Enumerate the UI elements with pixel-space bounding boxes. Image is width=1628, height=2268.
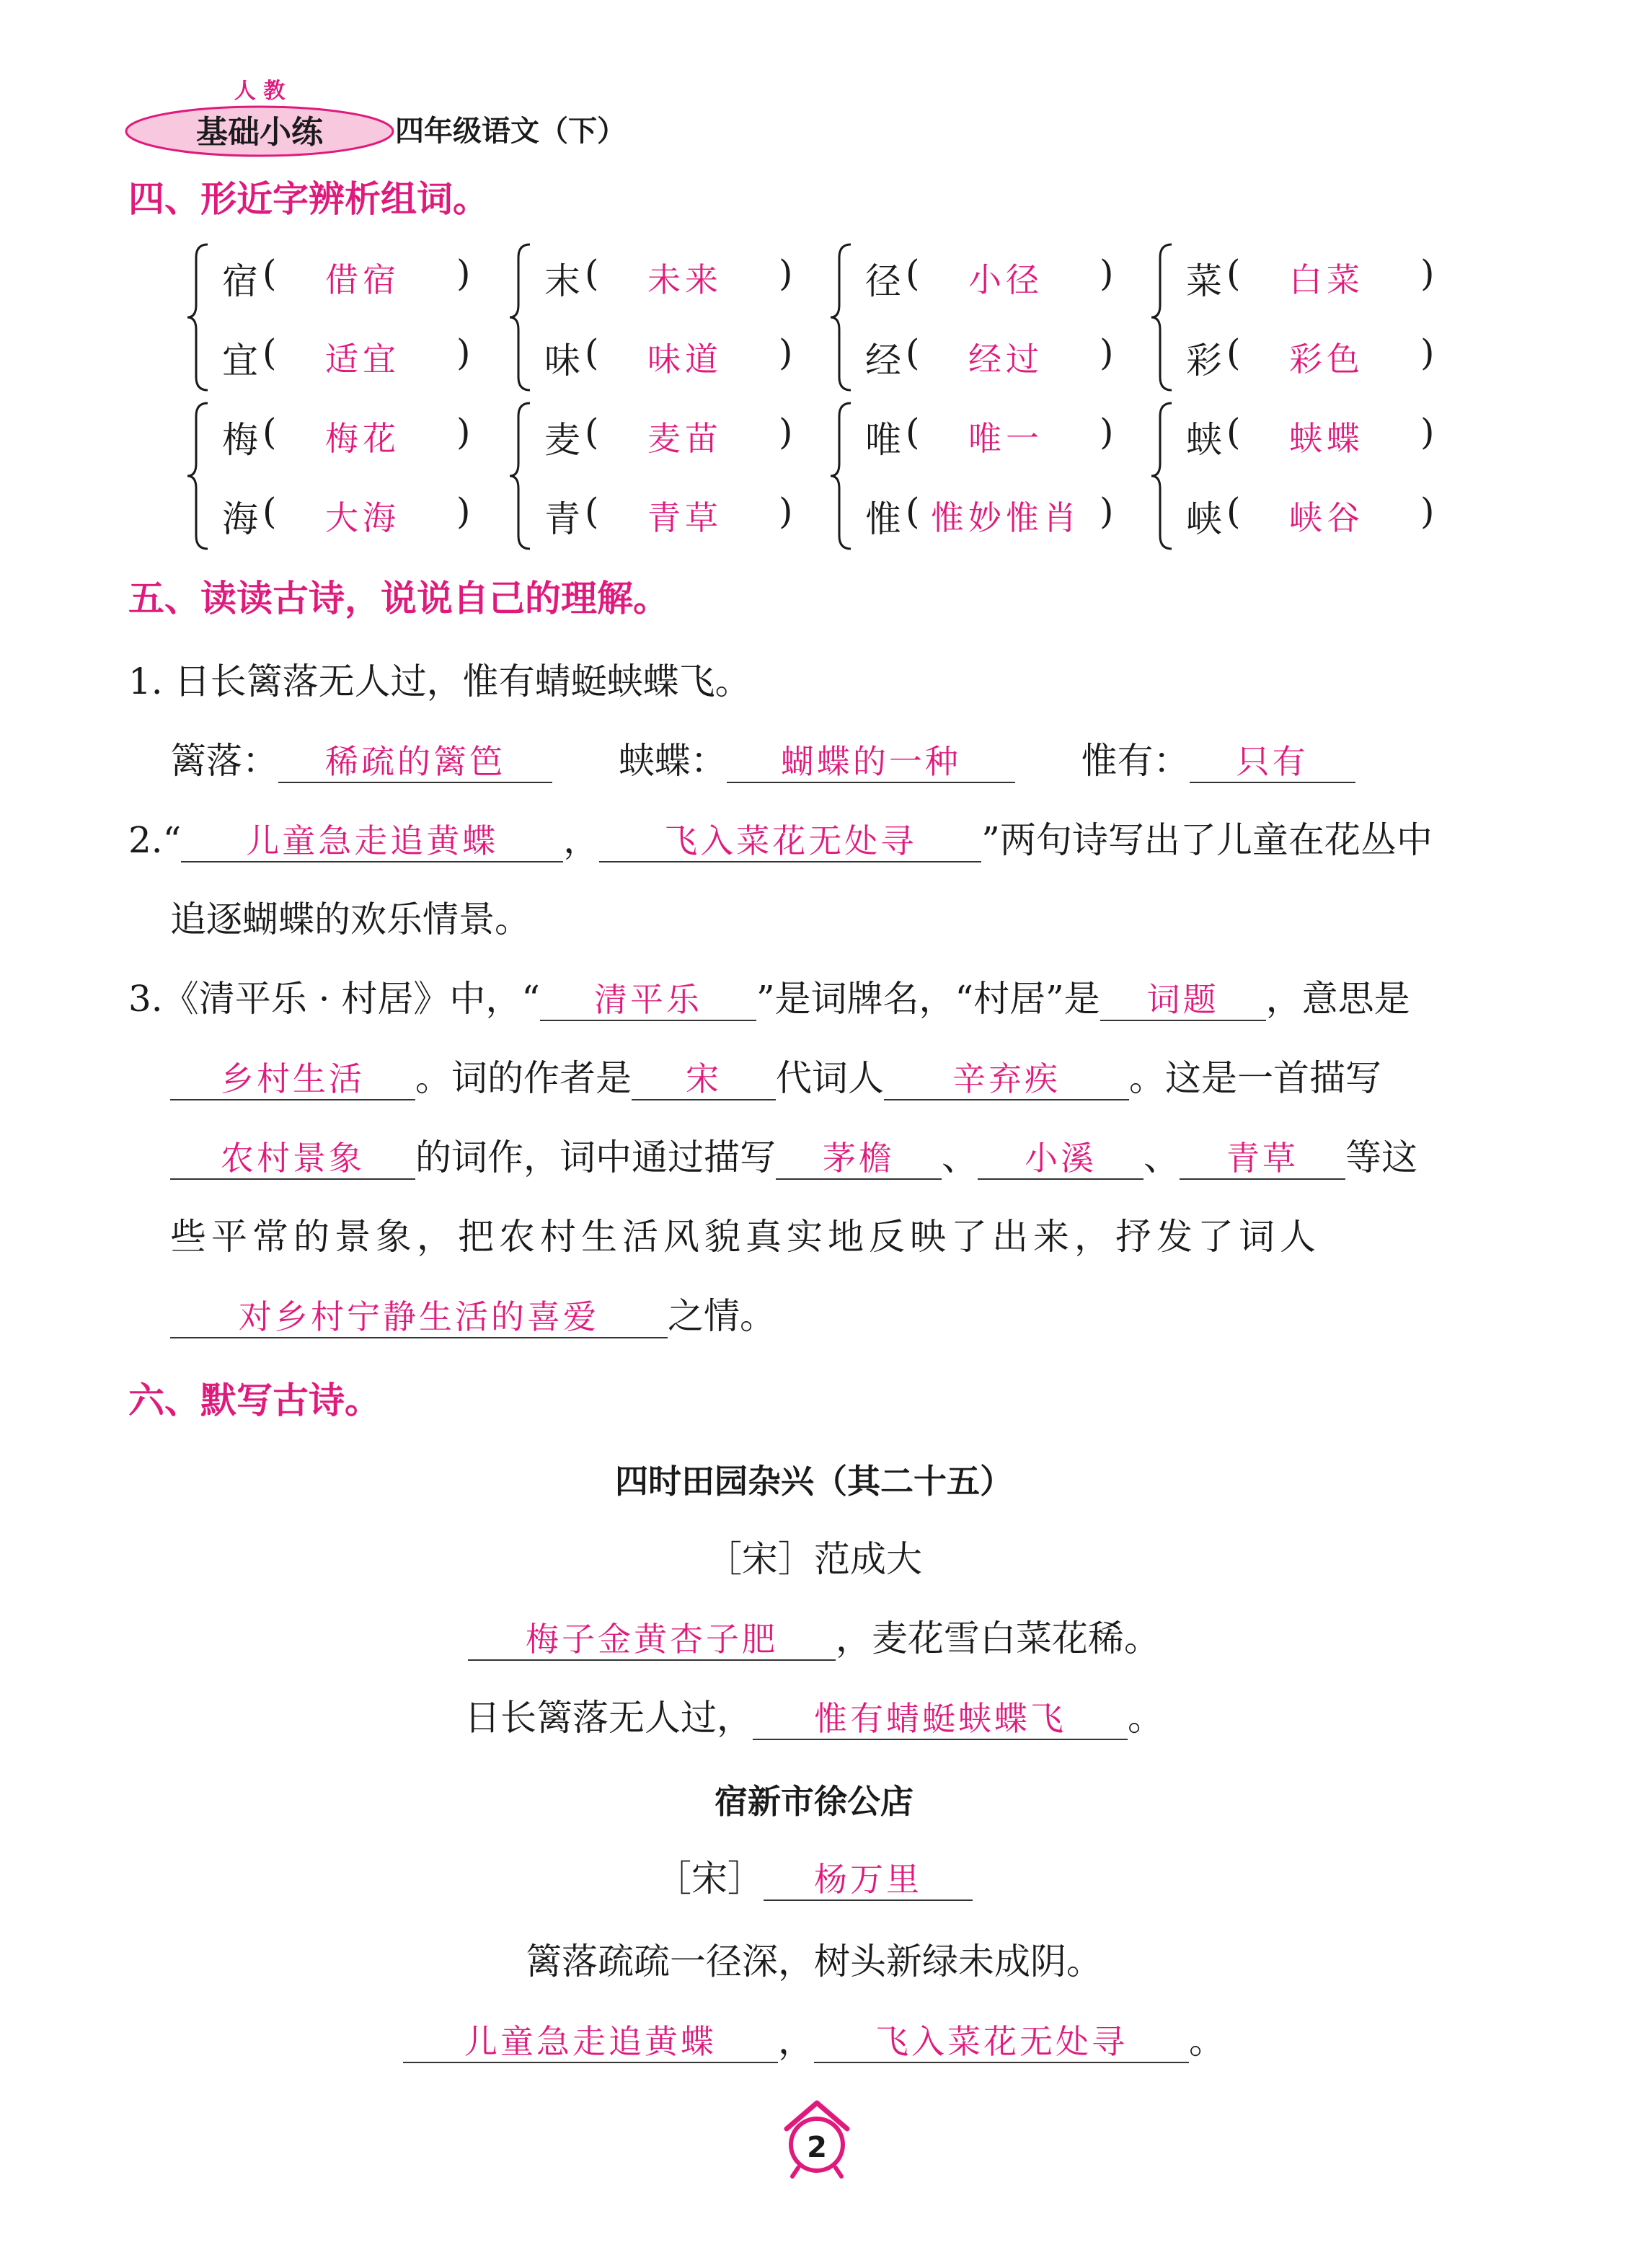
poem2-period: 。 xyxy=(1189,2020,1225,2062)
base-char: 惟 xyxy=(865,498,901,540)
brace-icon xyxy=(829,242,855,393)
poem1-title: 四时田园杂兴（其二十五） xyxy=(615,1462,1013,1501)
word-pair-row xyxy=(222,317,510,397)
q3-text-4: 。词的作者是 xyxy=(415,1057,632,1099)
base-char: 宜 xyxy=(222,340,258,381)
close-paren: ) xyxy=(1420,490,1435,532)
poem2-comma: ， xyxy=(778,2020,814,2062)
open-paren: ( xyxy=(1226,332,1241,374)
word-pair-row xyxy=(1186,397,1474,476)
q3-text-3: ，意思是 xyxy=(1265,978,1410,1020)
poem1-line1-rest: ，麦花雪白菜花稀。 xyxy=(836,1618,1160,1659)
open-paren: ( xyxy=(262,252,277,294)
open-paren: ( xyxy=(906,252,920,294)
q3-answer-citi: 词题 xyxy=(1100,980,1266,1021)
close-paren: ) xyxy=(1420,252,1435,294)
brace-icon xyxy=(829,400,855,552)
brace-icon xyxy=(186,242,212,393)
q1-label-weiyou: 惟有： xyxy=(1081,740,1190,782)
open-paren: ( xyxy=(585,332,599,374)
q2-line1 xyxy=(128,811,1433,863)
word-pair-row xyxy=(1186,317,1474,397)
open-paren: ( xyxy=(906,332,920,374)
q3-text-1: 3.《清平乐 · 村居》中，“ xyxy=(128,978,540,1020)
base-char: 唯 xyxy=(865,419,901,461)
word-pair xyxy=(186,397,503,555)
q3-answer-meaning: 乡村生活 xyxy=(170,1059,415,1100)
q2-comma: ， xyxy=(563,819,600,861)
close-paren: ) xyxy=(456,490,471,532)
word-answer: 青草 xyxy=(647,498,722,537)
close-paren: ) xyxy=(1100,252,1114,294)
word-pair-row xyxy=(544,238,833,317)
word-pair-row xyxy=(544,317,833,397)
open-paren: ( xyxy=(585,490,599,532)
q3-text-9: 、 xyxy=(1143,1137,1180,1178)
open-paren: ( xyxy=(585,252,599,294)
base-char: 梅 xyxy=(222,419,258,461)
q2-text: 2.“ xyxy=(128,819,182,861)
word-pair-row xyxy=(222,238,510,317)
word-pair xyxy=(508,238,826,397)
base-char: 彩 xyxy=(1186,340,1222,381)
base-char: 宿 xyxy=(222,260,258,302)
q1-poem-line: 1. 日长篱落无人过，惟有蜻蜓蛱蝶飞。 xyxy=(128,661,751,702)
brace-icon xyxy=(1150,400,1176,552)
brace-icon xyxy=(508,400,534,552)
q3-answer-scene-3: 青草 xyxy=(1180,1139,1345,1180)
base-char: 菜 xyxy=(1186,260,1222,302)
word-answer: 味道 xyxy=(647,340,722,379)
logo-publisher: 人 教 xyxy=(234,79,286,104)
word-pair-row xyxy=(865,238,1154,317)
open-paren: ( xyxy=(262,332,277,374)
open-paren: ( xyxy=(262,411,277,453)
open-paren: ( xyxy=(1226,490,1241,532)
word-pair-row xyxy=(222,476,510,555)
q3-line1 xyxy=(128,970,1410,1022)
word-answer: 白菜 xyxy=(1289,260,1364,299)
word-answer: 麦苗 xyxy=(647,419,722,458)
brace-icon xyxy=(1150,242,1176,393)
grade-subject-title: 四年级语文（下） xyxy=(395,115,626,148)
poem2-line1: 篱落疏疏一径深，树头新绿未成阴。 xyxy=(526,1941,1102,1982)
close-paren: ) xyxy=(779,411,793,453)
word-pair-row xyxy=(865,397,1154,476)
open-paren: ( xyxy=(1226,411,1241,453)
open-paren: ( xyxy=(906,490,920,532)
poem1-answer-1: 梅子金黄杏子肥 xyxy=(468,1620,836,1661)
word-pair-row xyxy=(544,476,833,555)
q3-answer-scene-1: 茅檐 xyxy=(776,1139,942,1180)
q1-label-liluo: 篱落： xyxy=(170,740,278,782)
q3-text-6: 。这是一首描写 xyxy=(1129,1057,1381,1099)
page-number: 2 xyxy=(807,2131,827,2164)
q3-line2 xyxy=(170,1049,1381,1101)
word-pair xyxy=(508,397,826,555)
word-answer: 唯一 xyxy=(968,419,1043,458)
poem1-line2-start: 日长篱落无人过， xyxy=(464,1697,753,1739)
poem1-answer-2: 惟有蜻蜓蛱蝶飞 xyxy=(753,1699,1128,1740)
logo-series-name: 基础小练 xyxy=(196,114,323,151)
word-pair-row xyxy=(544,397,833,476)
word-answer: 梅花 xyxy=(325,419,400,458)
base-char: 经 xyxy=(865,340,901,381)
word-pair-row xyxy=(865,476,1154,555)
q3-text-10: 等这 xyxy=(1345,1137,1417,1178)
word-answer: 彩色 xyxy=(1289,340,1364,379)
open-paren: ( xyxy=(1226,252,1241,294)
q3-text-7: 的词作，词中通过描写 xyxy=(415,1137,776,1178)
q3-answer-scene-2: 小溪 xyxy=(978,1139,1143,1180)
q1-answers xyxy=(170,732,1355,784)
q2-answer-2: 飞入菜花无处寻 xyxy=(599,821,981,862)
close-paren: ) xyxy=(1100,332,1114,374)
q1-answer-liluo: 稀疏的篱笆 xyxy=(278,742,552,783)
q3-text-8: 、 xyxy=(942,1137,978,1178)
close-paren: ) xyxy=(456,252,471,294)
word-answer: 小径 xyxy=(968,260,1043,299)
q3-text-5: 代词人 xyxy=(776,1057,884,1099)
close-paren: ) xyxy=(779,332,793,374)
q3-text-12: 之情。 xyxy=(668,1295,776,1337)
poem2-dynasty: ［宋］ xyxy=(655,1858,764,1899)
word-answer: 峡谷 xyxy=(1289,498,1364,537)
poem2-answer-2: 飞入菜花无处寻 xyxy=(814,2022,1189,2063)
word-answer: 借宿 xyxy=(325,260,400,299)
section5-title: 五、读读古诗，说说自己的理解。 xyxy=(128,578,669,619)
q3-answer-cipai: 清平乐 xyxy=(540,980,756,1021)
poem1-line2-end: 。 xyxy=(1128,1697,1164,1739)
open-paren: ( xyxy=(262,490,277,532)
base-char: 末 xyxy=(544,260,580,302)
word-answer: 大海 xyxy=(325,498,400,537)
word-answer: 蛱蝶 xyxy=(1289,419,1364,458)
word-pair xyxy=(186,238,503,397)
close-paren: ) xyxy=(779,490,793,532)
word-pair-row xyxy=(1186,238,1474,317)
section4-title: 四、形近字辨析组词。 xyxy=(128,178,489,220)
word-answer: 适宜 xyxy=(325,340,400,379)
base-char: 味 xyxy=(544,340,580,381)
q1-answer-jiadie: 蝴蝶的一种 xyxy=(727,742,1015,783)
q3-text-2: ”是词牌名，“村居”是 xyxy=(756,978,1100,1020)
word-answer: 未来 xyxy=(647,260,722,299)
q1-answer-weiyou: 只有 xyxy=(1190,742,1355,783)
word-pair-row xyxy=(865,317,1154,397)
base-char: 麦 xyxy=(544,419,580,461)
word-pair xyxy=(829,238,1146,397)
base-char: 峡 xyxy=(1186,498,1222,540)
poem1-line2 xyxy=(0,1689,1628,1741)
series-logo xyxy=(123,72,397,166)
word-answer: 经过 xyxy=(968,340,1043,379)
word-pair xyxy=(1150,397,1467,555)
poem2-answer-1: 儿童急走追黄蝶 xyxy=(403,2022,778,2063)
word-pair xyxy=(1150,238,1467,397)
close-paren: ) xyxy=(1100,490,1114,532)
q2-line2: 追逐蝴蝶的欢乐情景。 xyxy=(170,899,531,940)
base-char: 青 xyxy=(544,498,580,540)
base-char: 径 xyxy=(865,260,901,302)
q3-answer-author: 辛弃疾 xyxy=(884,1059,1129,1100)
close-paren: ) xyxy=(456,411,471,453)
word-answer: 惟妙惟肖 xyxy=(931,498,1081,537)
poem2-author xyxy=(0,1850,1628,1902)
q3-answer-dynasty: 宋 xyxy=(632,1059,776,1100)
open-paren: ( xyxy=(585,411,599,453)
section6-title: 六、默写古诗。 xyxy=(128,1380,381,1421)
close-paren: ) xyxy=(779,252,793,294)
close-paren: ) xyxy=(456,332,471,374)
brace-icon xyxy=(186,400,212,552)
base-char: 海 xyxy=(222,498,258,540)
q2-answer-1: 儿童急走追黄蝶 xyxy=(181,821,563,862)
close-paren: ) xyxy=(1420,411,1435,453)
brace-icon xyxy=(508,242,534,393)
q3-line4: 些平常的景象，把农村生活风貌真实地反映了出来，抒发了词人 xyxy=(170,1216,1321,1258)
q3-answer-theme: 农村景象 xyxy=(170,1139,415,1180)
q1-label-jiadie: 蛱蝶： xyxy=(618,740,727,782)
poem2-line2 xyxy=(0,2012,1628,2064)
word-pair-row xyxy=(1186,476,1474,555)
close-paren: ) xyxy=(1100,411,1114,453)
poem2-answer-author: 杨万里 xyxy=(764,1860,973,1901)
poem1-author: ［宋］范成大 xyxy=(706,1538,922,1580)
poem1-line1 xyxy=(0,1610,1628,1662)
word-pair xyxy=(829,397,1146,555)
poem2-title: 宿新市徐公店 xyxy=(715,1782,913,1821)
close-paren: ) xyxy=(1420,332,1435,374)
open-paren: ( xyxy=(906,411,920,453)
q3-line5 xyxy=(170,1287,776,1339)
word-pair-row xyxy=(222,397,510,476)
base-char: 蛱 xyxy=(1186,419,1222,461)
q2-text-rest: ”两句诗写出了儿童在花丛中 xyxy=(981,819,1433,861)
q3-answer-feeling: 对乡村宁静生活的喜爱 xyxy=(170,1297,668,1338)
q3-line3 xyxy=(170,1129,1417,1181)
